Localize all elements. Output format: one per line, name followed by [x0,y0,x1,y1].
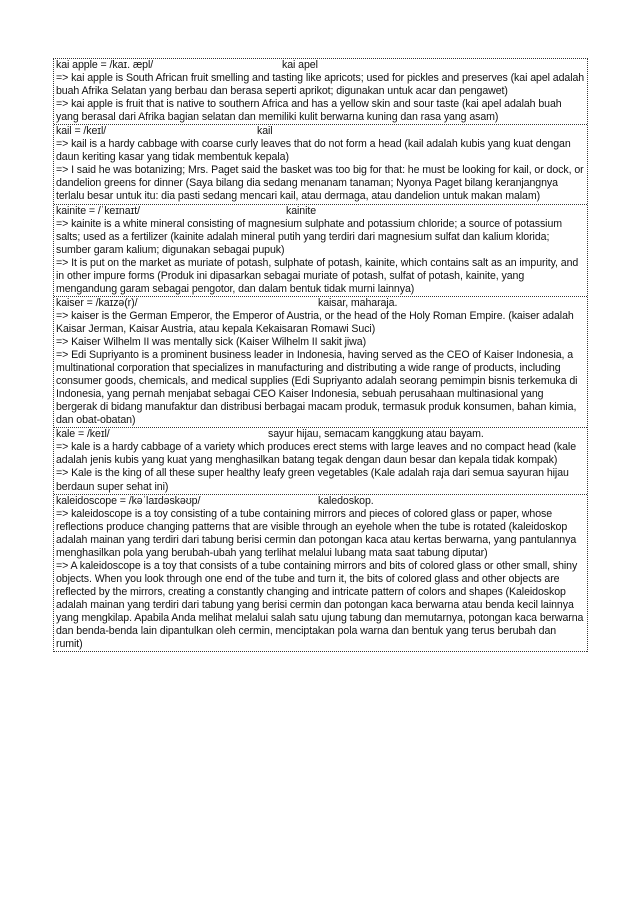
entry-header [56,495,585,508]
entry-paragraph: => kaleidoscope is a toy consisting of a tube containing mirrors and pieces of colored glass or paper, whose reflections produce changing patterns that are visible through an eyehole when the tube is rotated (kaleidoskop adalah mainan yang terdiri dari tabung berisi cermin dan potongan kaca atau kertas berwarna, yang pantulannya menghasilkan pola yang berubah-ubah yang terlihat melalui lubang mata saat tabung diputar) [56,507,577,559]
entry-paragraph: => I said he was botanizing; Mrs. Paget said the basket was too big for that: he must be looking for kail, or dock, or dandelion greens for dinner (Saya bilang dia sedang menanam tanaman; Nyonya Paget bilang keranjangnya terlalu besar untuk itu: dia pasti sedang mencari kail, atau dermaga, atau dandelion untuk makan malam) [56,164,584,203]
entry-term: kai apple = /kaɪ. æpl/ [56,59,154,71]
entry-paragraph: => kainite is a white mineral consisting of magnesium sulphate and potassium chloride; a source of potassium salts; used as a fertilizer (kainite adalah mineral putih yang terdiri dari magnesium sulfat dan kalium klorida; sumber garam kalium; digunakan sebagai pupuk) [56,217,563,256]
entry-paragraph: => It is put on the market as muriate of potash, sulphate of potash, kainite, which contains salt as an impurity, and in other impure forms (Produk ini dipasarkan sebagai muriate of potash, sulfat of potash, kainite, yang mengandung garam sebagai pengotor, dan dalam bentuk tidak murni lainnya) [56,256,579,295]
dictionary-entry-kale [54,428,587,494]
entry-translation: kaisar, maharaja. [318,296,398,309]
dictionary-entry-kaleidoscope [54,495,587,653]
entry-term: kaleidoscope = /kəˈlaɪdəskəʊp/ [56,494,201,507]
entry-term: kainite = /ˈkeɪnaɪt/ [56,204,140,217]
entry-translation: sayur hijau, semacam kanggkung atau bayam. [268,428,484,441]
entry-paragraph: => Edi Supriyanto is a prominent business leader in Indonesia, having served as the CEO of Kaiser Indonesia, a multinational corporation that specializes in manufacturing and distributing a wide range of products, including consumer goods, chemicals, and medical supplies (Edi Supriyanto adalah seorang pemimpin bisnis terkemuka di Indonesia, yang pernah menjabat sebagai CEO Kaiser Indonesia, sebuah perusahaan multinasional yang bergerak di bidang manufaktur dan distribusi berbagai macam produk, termasuk produk konsumen, bahan kimia, dan obat-obatan) [56,349,578,427]
dictionary-entry-kainite [54,205,587,297]
entry-header [56,205,585,218]
entry-header [56,59,585,72]
entry-paragraph: => kai apple is fruit that is native to southern Africa and has a yellow skin and sour taste (kai apel adalah buah yang berasal dari Afrika bagian selatan dan memiliki kulit berwarna kuning dan rasa yang asam) [56,98,562,124]
dictionary-entry-kai-apple [54,59,587,125]
entry-header [56,125,585,138]
entry-paragraph: => kai apple is South African fruit smelling and tasting like apricots; used for pickles and preserves (kai apel adalah buah Afrika Selatan yang berbau dan berasa seperti aprikot; digunakan untuk acar dan pengawet) [56,72,585,98]
entry-header [56,297,585,310]
entry-paragraph: => A kaleidoscope is a toy that consists of a tube containing mirrors and bits of colored glass or other small, shiny objects. When you look through one end of the tube and turn it, the bits of colored glass and other objects are reflected by the mirrors, creating a constantly changing and intricate pattern of colors and shapes (Kaleidoskop adalah mainan yang terdiri dari tabung yang berisi cermin dan potongan kaca berwarna atau benda kecil lainnya yang mengkilap. Apabila Anda melihat melalui salah satu ujung tabung dan memutarnya, potongan kaca berwarna dan benda-benda lain dipantulkan oleh cermin, menciptakan pola warna dan bentuk yang terus berubah dan rumit) [56,559,584,651]
entry-paragraph: => kale is a hardy cabbage of a variety which produces erect stems with large leaves and no compact head (kale adalah jenis kubis yang kuat yang menghasilkan batang tegak dengan daun besar dan kepala tidak kompak) [56,441,577,467]
entry-translation: kail [257,125,273,138]
entry-header [56,428,585,441]
entry-paragraph: => kail is a hardy cabbage with coarse curly leaves that do not form a head (kail adalah kubis yang kuat dengan daun keriting kasar yang tidak membentuk kepala) [56,138,571,164]
entry-translation: kainite [286,204,317,217]
entry-term: kaiser = /kaɪzə(r)/ [56,296,138,309]
dictionary-table [53,58,588,652]
dictionary-entry-kail [54,125,587,204]
dictionary-entry-kaiser [54,297,587,428]
entry-paragraph: => kaiser is the German Emperor, the Emperor of Austria, or the head of the Holy Roman Empire. (kaiser adalah Kaisar Jerman, Kaisar Austria, atau kepala Kekaisaran Romawi Suci) [56,309,574,335]
entry-translation: kaledoskop. [318,494,374,507]
entry-term: kail = /keɪl/ [56,125,107,138]
entry-translation: kai apel [282,59,318,71]
entry-paragraph: => Kale is the king of all these super healthy leafy green vegetables (Kale adalah raja dari semua sayuran hijau berdaun super sehat ini) [56,467,569,493]
entry-paragraph: => Kaiser Wilhelm II was mentally sick (Kaiser Wilhelm II sakit jiwa) [56,335,367,348]
entry-term: kale = /keɪl/ [56,428,110,441]
